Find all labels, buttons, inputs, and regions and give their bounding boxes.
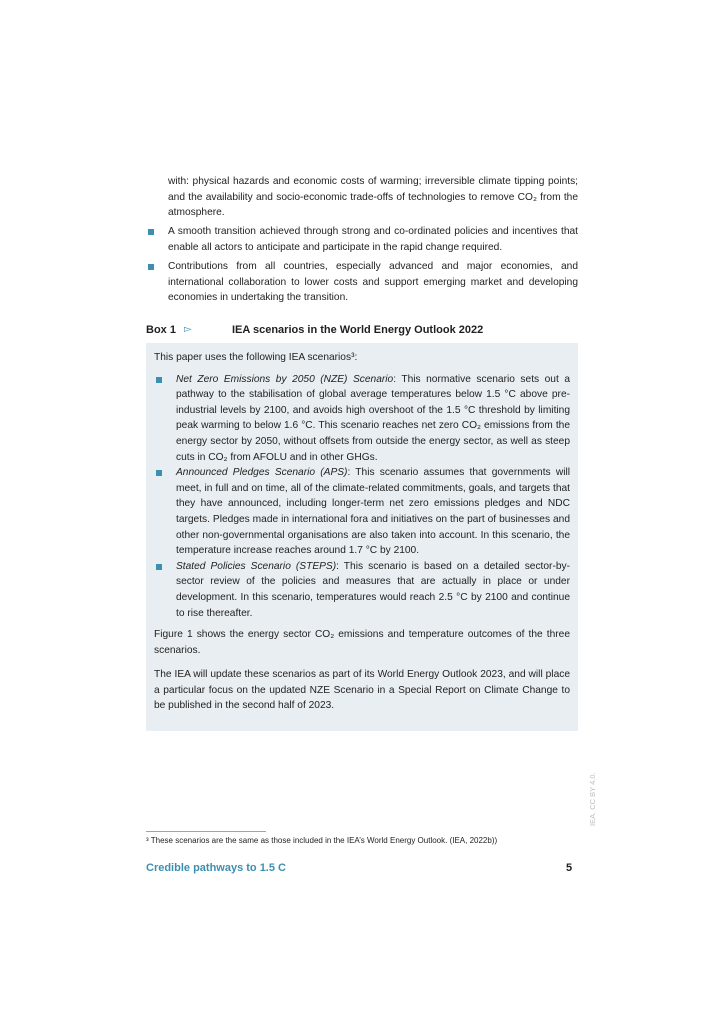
box-marker-icon: ▻ xyxy=(184,324,192,335)
list-item: Contributions from all countries, especially advanced and major economies, and international collaboration to lower costs and support emerging market and developing economies in undertaking the transition. xyxy=(146,259,578,306)
scenario-text: : This scenario assumes that governments will meet, in full and on time, all of the climate-related commitments, goals, and targets that they have announced, including longer-term net zero emissions pledges and NDC targets. Pledges made in international fora and initiatives on the part of businesses and other non-governmental organisations are also taken into account. In this scenario, the temperature increase reaches around 1.7 °C by 2100. xyxy=(176,467,570,557)
principles-list xyxy=(146,224,578,310)
bullet-square-icon xyxy=(148,264,154,270)
scenario-box xyxy=(146,343,578,731)
page-number: 5 xyxy=(566,862,573,874)
box-label: Box 1 xyxy=(146,324,176,336)
list-item: A smooth transition achieved through strong and co-ordinated policies and incentives that enable all actors to anticipate and participate in the rapid change required. xyxy=(146,224,578,255)
continuation-paragraph: with: physical hazards and economic costs of warming; irreversible climate tipping points; and the availability and socio-economic trade-offs of technologies to remove CO₂ from the atmosphere. xyxy=(168,176,578,219)
footnote: ³ These scenarios are the same as those included in the IEA’s World Energy Outlook. (IEA, 2022b)) xyxy=(146,836,498,845)
box-title: IEA scenarios in the World Energy Outlook 2022 xyxy=(232,324,484,336)
scenario-text: : This scenario is based on a detailed sector-by-sector review of the policies and measures that are actually in place or under development. In this scenario, temperatures would reach 2.5 °C by 2100 and continue to rise thereafter. xyxy=(176,560,570,619)
scenario-text: : This normative scenario sets out a pathway to the stabilisation of global average temperatures below 1.5 °C above pre-industrial levels by 2100, and avoids high overshoot of the 1.5 °C threshold by limiting peak warming to below 1.6 °C. This scenario reaches net zero CO₂ emissions from the energy sector by 2050, without offsets from outside the energy sector, as well as steep cuts in CO₂ from AFOLU and in other GHGs. xyxy=(176,373,570,463)
scenario-name: Net Zero Emissions by 2050 (NZE) Scenario xyxy=(176,373,394,385)
footnote-divider xyxy=(146,831,266,832)
scenario-item-aps xyxy=(154,465,570,559)
box-heading xyxy=(146,322,578,340)
bullet-square-icon xyxy=(156,564,162,570)
scenario-item-nze xyxy=(154,372,570,466)
scenario-name: Stated Policies Scenario (STEPS) xyxy=(176,560,337,572)
footer-title: Credible pathways to 1.5 C xyxy=(146,862,286,874)
scenario-name: Announced Pledges Scenario (APS) xyxy=(176,467,348,479)
bullet-square-icon xyxy=(156,470,162,476)
license-watermark: IEA. CC BY 4.0. xyxy=(588,772,597,826)
box-closing: The IEA will update these scenarios as part of its World Energy Outlook 2023, and will place a particular focus on the updated NZE Scenario in a Special Report on Climate Change to be published in the second half of 2023. xyxy=(154,669,570,712)
figure-note: Figure 1 shows the energy sector CO₂ emissions and temperature outcomes of the three scenarios. xyxy=(154,629,570,656)
scenario-item-steps xyxy=(154,559,570,621)
box-intro: This paper uses the following IEA scenarios³: xyxy=(154,352,358,363)
bullet-square-icon xyxy=(148,229,154,235)
bullet-square-icon xyxy=(156,377,162,383)
